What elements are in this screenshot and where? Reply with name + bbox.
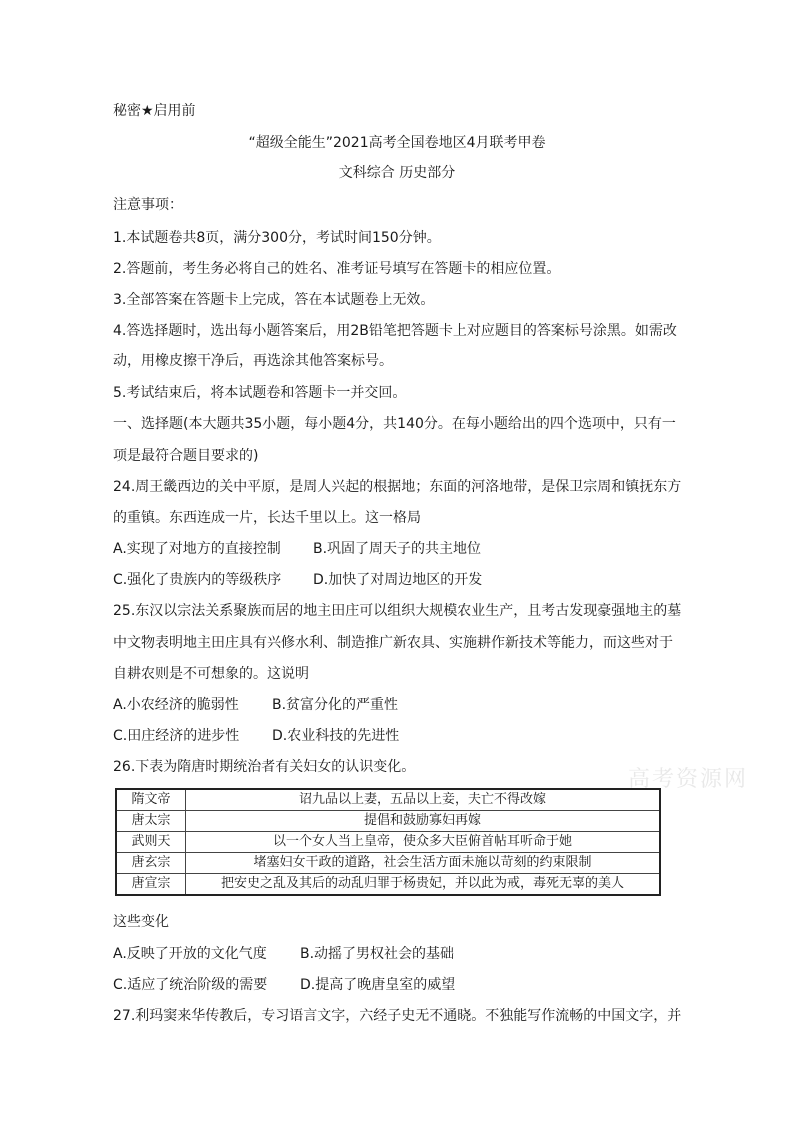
content-cell: 诏九品以上妻，五品以上妾，夫亡不得改嫁 [186,789,661,811]
table-row [116,832,660,853]
table-row [116,874,660,896]
q25-option-b: B.贫富分化的严重性 [272,697,399,713]
q25-option-c: C.田庄经济的进步性 [113,728,240,744]
note-line: 1.本试题卷共8页，满分300分，考试时间150分钟。 [113,230,441,246]
ruler-cell: 武则天 [116,832,186,853]
content-cell: 堵塞妇女干政的道路，社会生活方面未施以苛刻的约束限制 [186,853,661,874]
section-heading-cont: 项是最符合题目要求的) [113,448,259,464]
ruler-cell: 唐玄宗 [116,853,186,874]
note-line: 4.答选择题时，选出每小题答案后，用2B铅笔把答题卡上对应题目的答案标号涂黑。如需改 [113,323,677,339]
note-line: 3.全部答案在答题卡上完成，答在本试题卷上无效。 [113,292,435,308]
q26-after: 这些变化 [113,914,169,930]
note-line: 2.答题前，考生务必将自己的姓名、准考证号填写在答题卡的相应位置。 [113,261,561,277]
q26-option-b: B.动摇了男权社会的基础 [300,946,455,962]
q26-option-a: A.反映了开放的文化气度 [113,946,267,962]
q26-stem: 26.下表为隋唐时期统治者有关妇女的认识变化。 [113,759,416,775]
watermark: 高考资源网 [628,767,749,792]
content-cell: 以一个女人当上皇帝，使众多大臣俯首帖耳听命于她 [186,832,661,853]
notes-heading: 注意事项： [113,197,183,213]
q25-stem: 自耕农则是不可想象的。这说明 [113,666,309,682]
exam-subtitle: 文科综合 历史部分 [338,165,456,181]
note-line: 动，用橡皮擦干净后，再选涂其他答案标号。 [113,353,393,369]
ruler-cell: 唐宣宗 [116,874,186,896]
q26-option-d: D.提高了晚唐皇室的威望 [300,977,456,993]
q26-table [115,788,661,896]
table-row [116,853,660,874]
q24-stem: 的重镇。东西连成一片，长达千里以上。这一格局 [113,510,421,526]
q24-option-c: C.强化了贵族内的等级秩序 [113,572,282,588]
q24-option-d: D.加快了对周边地区的开发 [313,572,483,588]
table-row [116,811,660,832]
q25-option-d: D.农业科技的先进性 [272,728,400,744]
section-heading: 一、选择题(本大题共35小题，每小题4分，共140分。在每小题给出的四个选项中，只有一 [113,416,676,432]
q24-option-a: A.实现了对地方的直接控制 [113,541,281,557]
ruler-cell: 唐太宗 [116,811,186,832]
content-cell: 提倡和鼓励寡妇再嫁 [186,811,661,832]
q25-stem: 中文物表明地主田庄具有兴修水利、制造推广新农具、实施耕作新技术等能力，而这些对于 [113,635,673,651]
note-line: 5.考试结束后，将本试题卷和答题卡一并交回。 [113,385,407,401]
q25-stem: 25.东汉以宗法关系聚族而居的地主田庄可以组织大规模农业生产，且考古发现豪强地主的墓 [113,603,682,619]
q27-stem: 27.利玛窦来华传教后，专习语言文字，六经子史无不通晓。不独能写作流畅的中国文字，并 [113,1008,682,1024]
q24-option-b: B.巩固了周天子的共主地位 [313,541,482,557]
content-cell: 把安史之乱及其后的动乱归罪于杨贵妃，并以此为戒，毒死无辜的美人 [186,874,661,896]
table-row [116,789,660,811]
q26-option-c: C.适应了统治阶级的需要 [113,977,268,993]
q25-option-a: A.小农经济的脆弱性 [113,697,239,713]
exam-title: “超级全能生”2021高考全国卷地区4月联考甲卷 [248,135,546,151]
ruler-cell: 隋文帝 [116,789,186,811]
q24-stem: 24.周王畿西边的关中平原，是周人兴起的根据地；东面的河洛地带，是保卫宗周和镇抚东方 [113,479,682,495]
secret-label: 秘密★启用前 [113,103,196,119]
